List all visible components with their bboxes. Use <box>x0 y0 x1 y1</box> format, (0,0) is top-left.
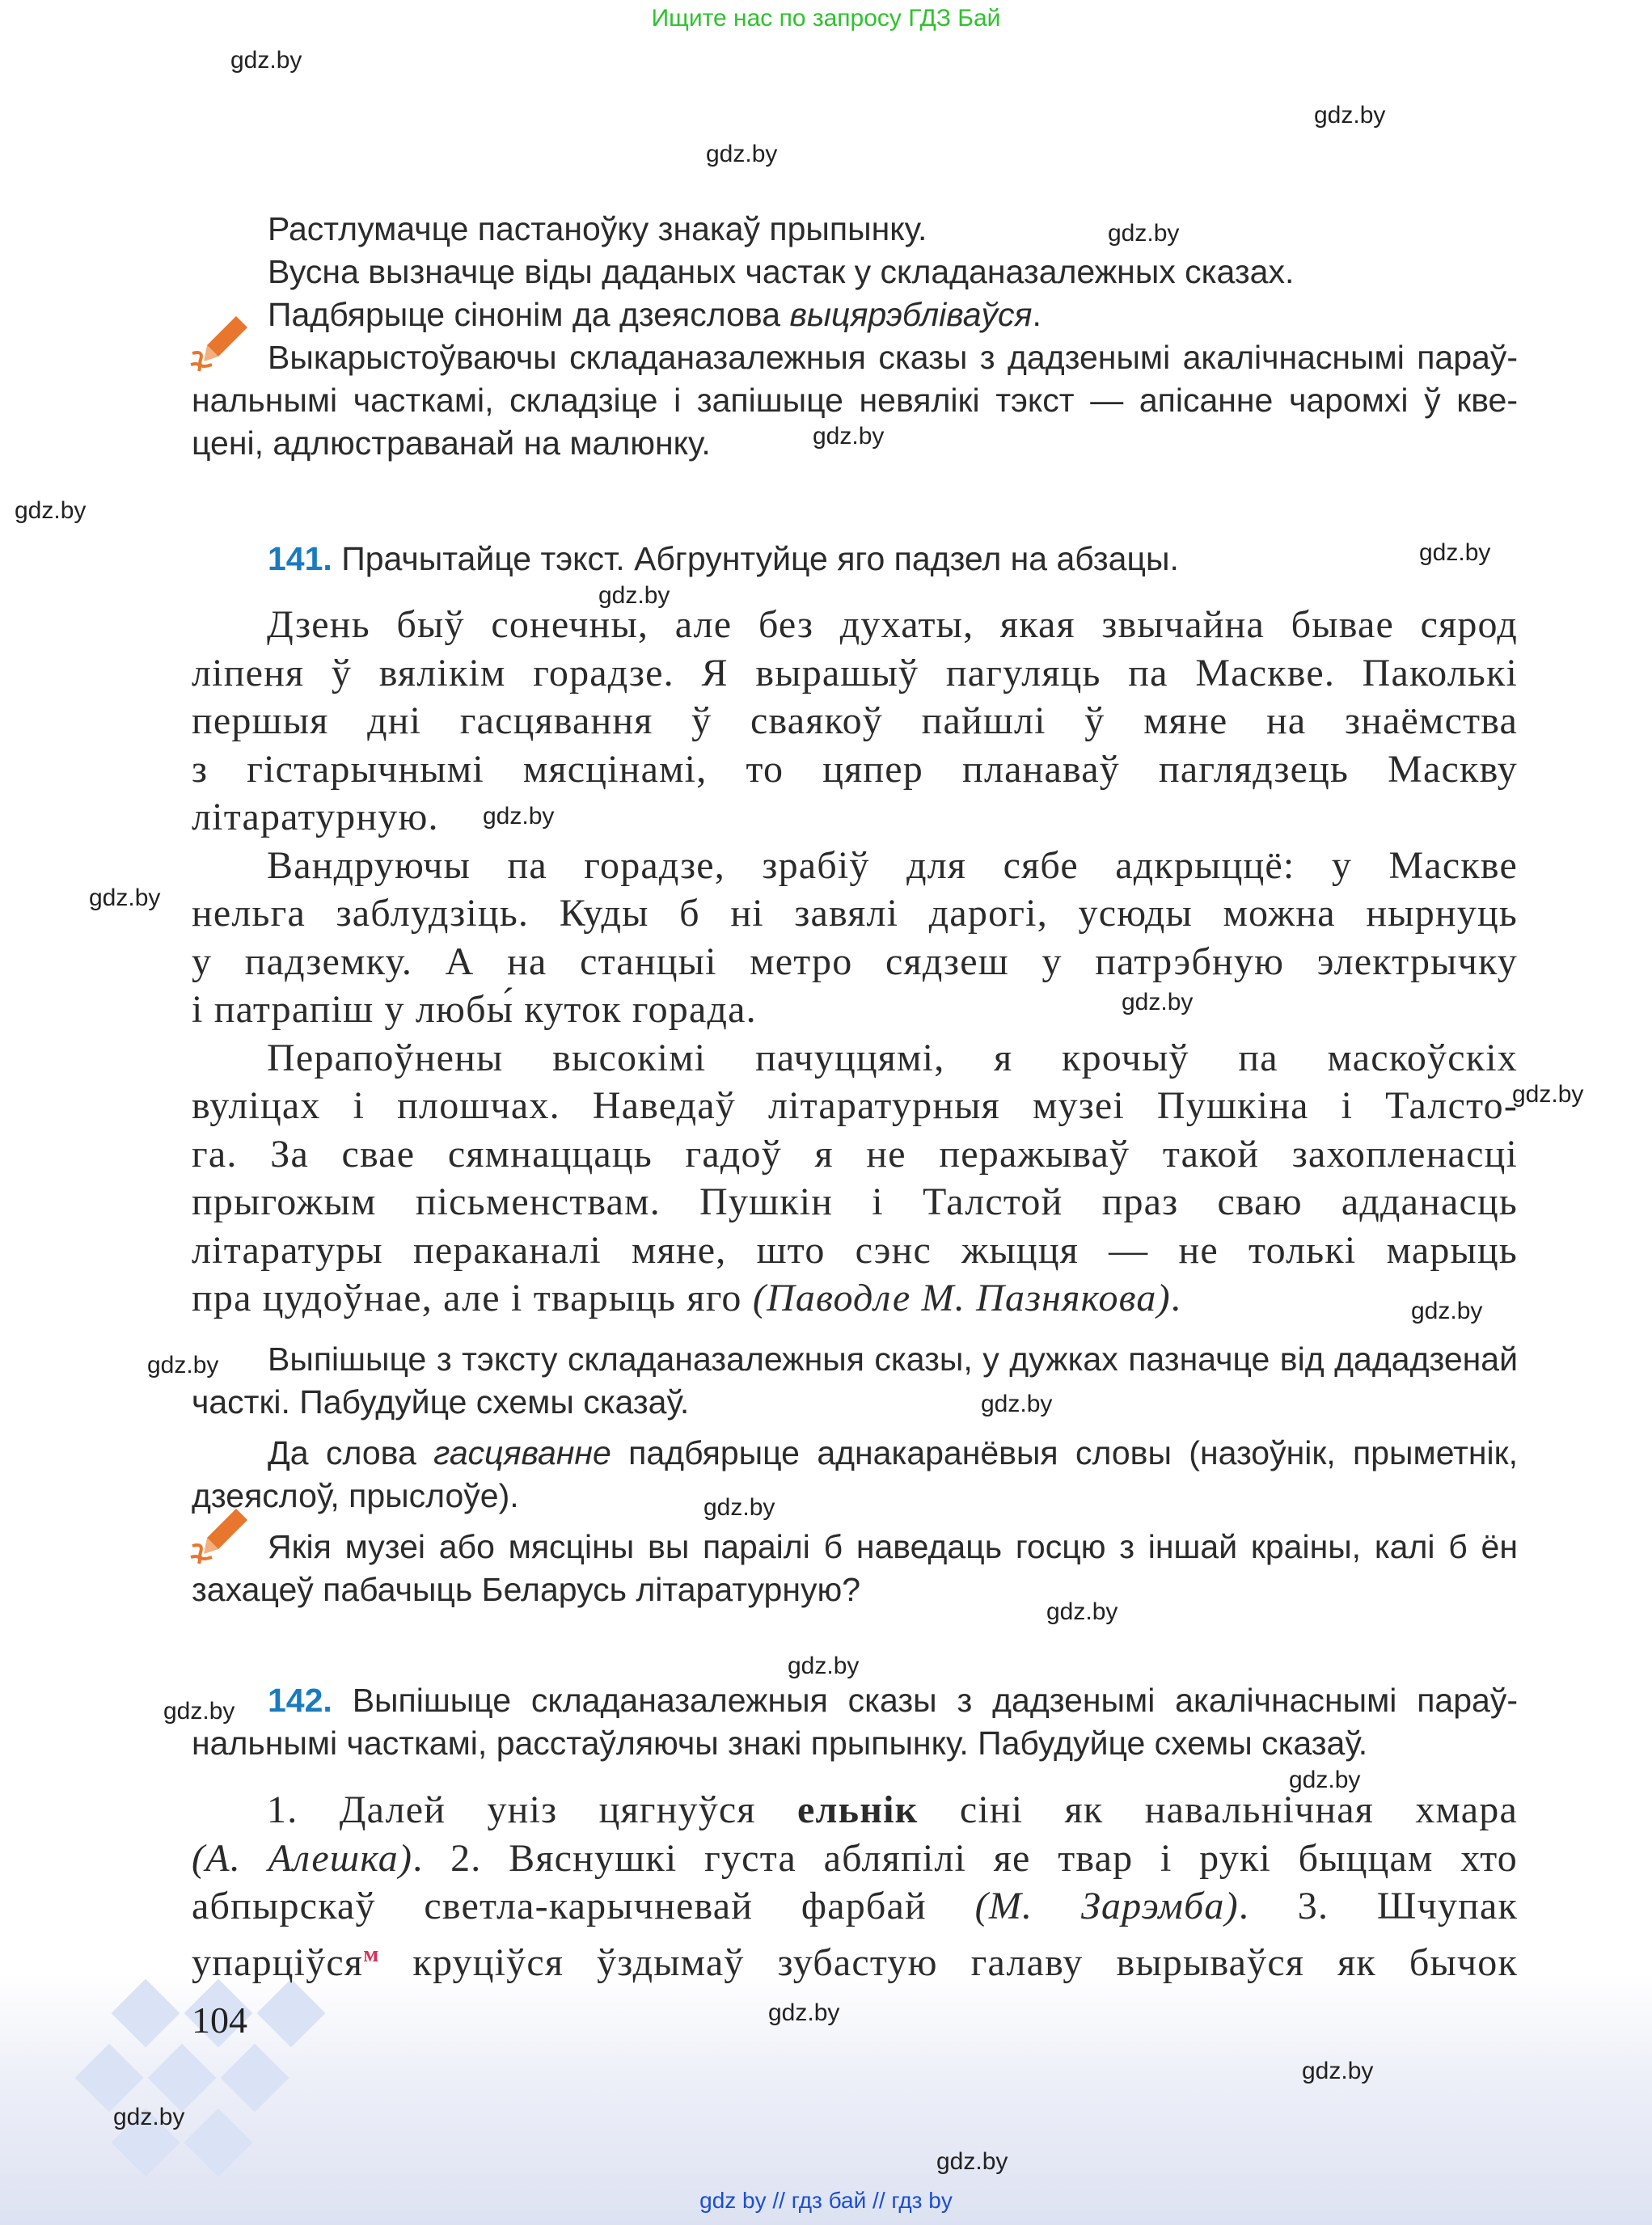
task-line: Якія музеі або мясціны вы параілі б наведаць госцю з іншай краіны, калі б ён <box>268 1528 1518 1565</box>
task-line: Выпішыце з тэксту складаназалежныя сказы, у дужках пазначце від дададзенай <box>268 1340 1518 1378</box>
text-line: у падземку. А на станцыі метро сядзеш у патрэбную электрычку <box>192 939 1518 983</box>
watermark: gdz.by <box>1419 539 1491 566</box>
text-line: і патрапіш у любы́ куток горада. <box>192 988 757 1031</box>
task-line: захацеў пабачыць Беларусь літаратурную? <box>192 1571 861 1608</box>
watermark: gdz.by <box>113 2104 185 2130</box>
task-line: часткі. Пабудуйце схемы сказаў. <box>192 1383 690 1421</box>
text-line: Дзень быў сонечны, але без духаты, якая звычайна бывае сярод <box>267 603 1518 646</box>
task-line: Выкарыстоўваючы складаназалежныя сказы з дадзенымі акалічнаснымі параў- <box>268 339 1518 376</box>
task-line: Да слова гасцяванне падбярыце аднакаранёвыя словы (назоўнік, прыметнік, <box>268 1434 1518 1471</box>
task-line: 142. Выпішыце складаназалежныя сказы з дадзенымі акалічнаснымі параў- <box>268 1682 1518 1719</box>
task-line: дзеяслоў, прыслоўе). <box>192 1477 519 1514</box>
text-line: нельга заблудзіць. Куды б ні завялі дарогі, усюды можна нырнуць <box>192 892 1518 935</box>
task-line: Падбярыце сінонім да дзеяслова выцярэбліваўся. <box>268 296 1041 333</box>
exercise-instruction: Прачытайце тэкст. Абгрунтуйце яго падзел на абзацы. <box>341 540 1179 577</box>
watermark: gdz.by <box>230 47 302 74</box>
bold-word: ельнік <box>797 1788 919 1831</box>
text-line: Вандруючы па горадзе, зрабіў для сябе адкрыццё: у Маскве <box>267 843 1518 887</box>
text-line: га. За свае сямнаццаць гадоў я не перажываў такой захопленасці <box>192 1132 1518 1176</box>
task-line: нальнымі часткамі, расстаўляючы знакі прыпынку. Пабудуйце схемы сказаў. <box>192 1725 1368 1762</box>
italic-word: гасцяванне <box>433 1434 611 1471</box>
watermark: gdz.by <box>1302 2058 1374 2084</box>
text-line: вуліцах і плошчах. Наведаў літаратурныя музеі Пушкіна і Талсто- <box>192 1084 1518 1127</box>
exercise-number: 142. <box>268 1682 332 1719</box>
watermark: gdz.by <box>936 2148 1008 2175</box>
watermark: gdz.by <box>768 1999 840 2026</box>
text-line: літаратурную. <box>192 796 439 838</box>
exercise-141-heading <box>268 538 1517 581</box>
watermark: gdz.by <box>598 582 670 609</box>
text-line: пра цудоўнае, але і тварыць яго (Паводле М. Пазнякова). <box>192 1277 1181 1319</box>
watermark: gdz.by <box>147 1352 219 1378</box>
task-line: Вусна вызначце віды даданых частак у складаназалежных сказах. <box>268 253 1295 290</box>
watermark: gdz.by <box>1122 989 1194 1015</box>
watermark: gdz.by <box>1314 102 1386 129</box>
footer-links[interactable]: gdz by // гдз бай // гдз by <box>699 2188 953 2213</box>
watermark: gdz.by <box>1289 1767 1361 1793</box>
task-line: Растлумачце пастаноўку знакаў прыпынку. <box>268 210 927 247</box>
watermark: gdz.by <box>788 1653 860 1679</box>
source-citation: (А. Алешка) <box>192 1836 413 1880</box>
text-line: ліпеня ў вялікім горадзе. Я вырашыў пагуляць па Маскве. Паколькі <box>192 651 1518 695</box>
watermark: gdz.by <box>1046 1598 1118 1625</box>
watermark: gdz.by <box>163 1698 235 1725</box>
text-line: з гістарычнымі мясцінамі, то цяпер планаваў паглядзець Маскву <box>192 747 1518 791</box>
watermark: gdz.by <box>703 1494 775 1521</box>
task-line: нальнымі часткамі, складзіце і запішыце невялікі тэкст — апісанне чаромхі ў кве- <box>192 382 1518 419</box>
watermark: gdz.by <box>1411 1298 1483 1324</box>
watermark: gdz.by <box>981 1391 1053 1417</box>
text-line: Перапоўнены высокімі пачуццямі, я крочыў па маскоўскіх <box>267 1036 1518 1079</box>
watermark: gdz.by <box>1108 220 1180 247</box>
top-banner-link[interactable]: Ищите нас по запросу ГДЗ Бай <box>651 5 1001 32</box>
exercise-number: 141. <box>268 540 332 577</box>
exercise-142-heading <box>192 1679 1518 1765</box>
watermark: gdz.by <box>1512 1081 1584 1108</box>
text-line: (А. Алешка). 2. Вяснушкі густа абляпілі яе твар і рукі быццам хто <box>192 1836 1519 1880</box>
text-line: упарціўся$^м$ круціўся ўздымаў зубастую галаву вырываўся як бычок <box>192 1940 1518 1984</box>
watermark: gdz.by <box>483 803 555 830</box>
watermark: gdz.by <box>89 885 161 911</box>
text-line: літаратуры пераканалі мяне, што сэнс жыцця — не толькі марыць <box>192 1228 1518 1272</box>
exercise-141-tasks <box>192 1338 1518 1611</box>
watermark: gdz.by <box>706 141 778 167</box>
text-line: прыгожым пісьменствам. Пушкін і Талстой праз сваю адданасць <box>192 1180 1518 1223</box>
exercise-141-text <box>192 601 1518 1323</box>
watermark: gdz.by <box>15 497 87 524</box>
source-citation: (Паводле М. Пазнякова) <box>752 1277 1171 1319</box>
page-number: 104 <box>192 1999 247 2041</box>
text-line: абпырскаў светла-карычневай фарбай (М. Зарэмба). 3. Шчупак <box>192 1885 1518 1927</box>
task-composition <box>192 336 1518 465</box>
footnote-marker: м <box>363 1941 380 1967</box>
task-line: цені, адлюстраванай на малюнку. <box>192 424 711 462</box>
exercise-142-text <box>192 1786 1518 1986</box>
text-line: 1. Далей уніз цягнуўся ельнік сіні як навальнічная хмара <box>267 1788 1518 1831</box>
tasks-top-block <box>268 208 1517 336</box>
source-citation: (М. Зарэмба) <box>974 1885 1239 1927</box>
italic-word: выцярэбліваўся <box>789 296 1033 333</box>
text-line: першыя дні гасцявання ў сваякоў пайшлі ў мяне на знаёмства <box>192 699 1518 742</box>
watermark: gdz.by <box>813 423 885 450</box>
